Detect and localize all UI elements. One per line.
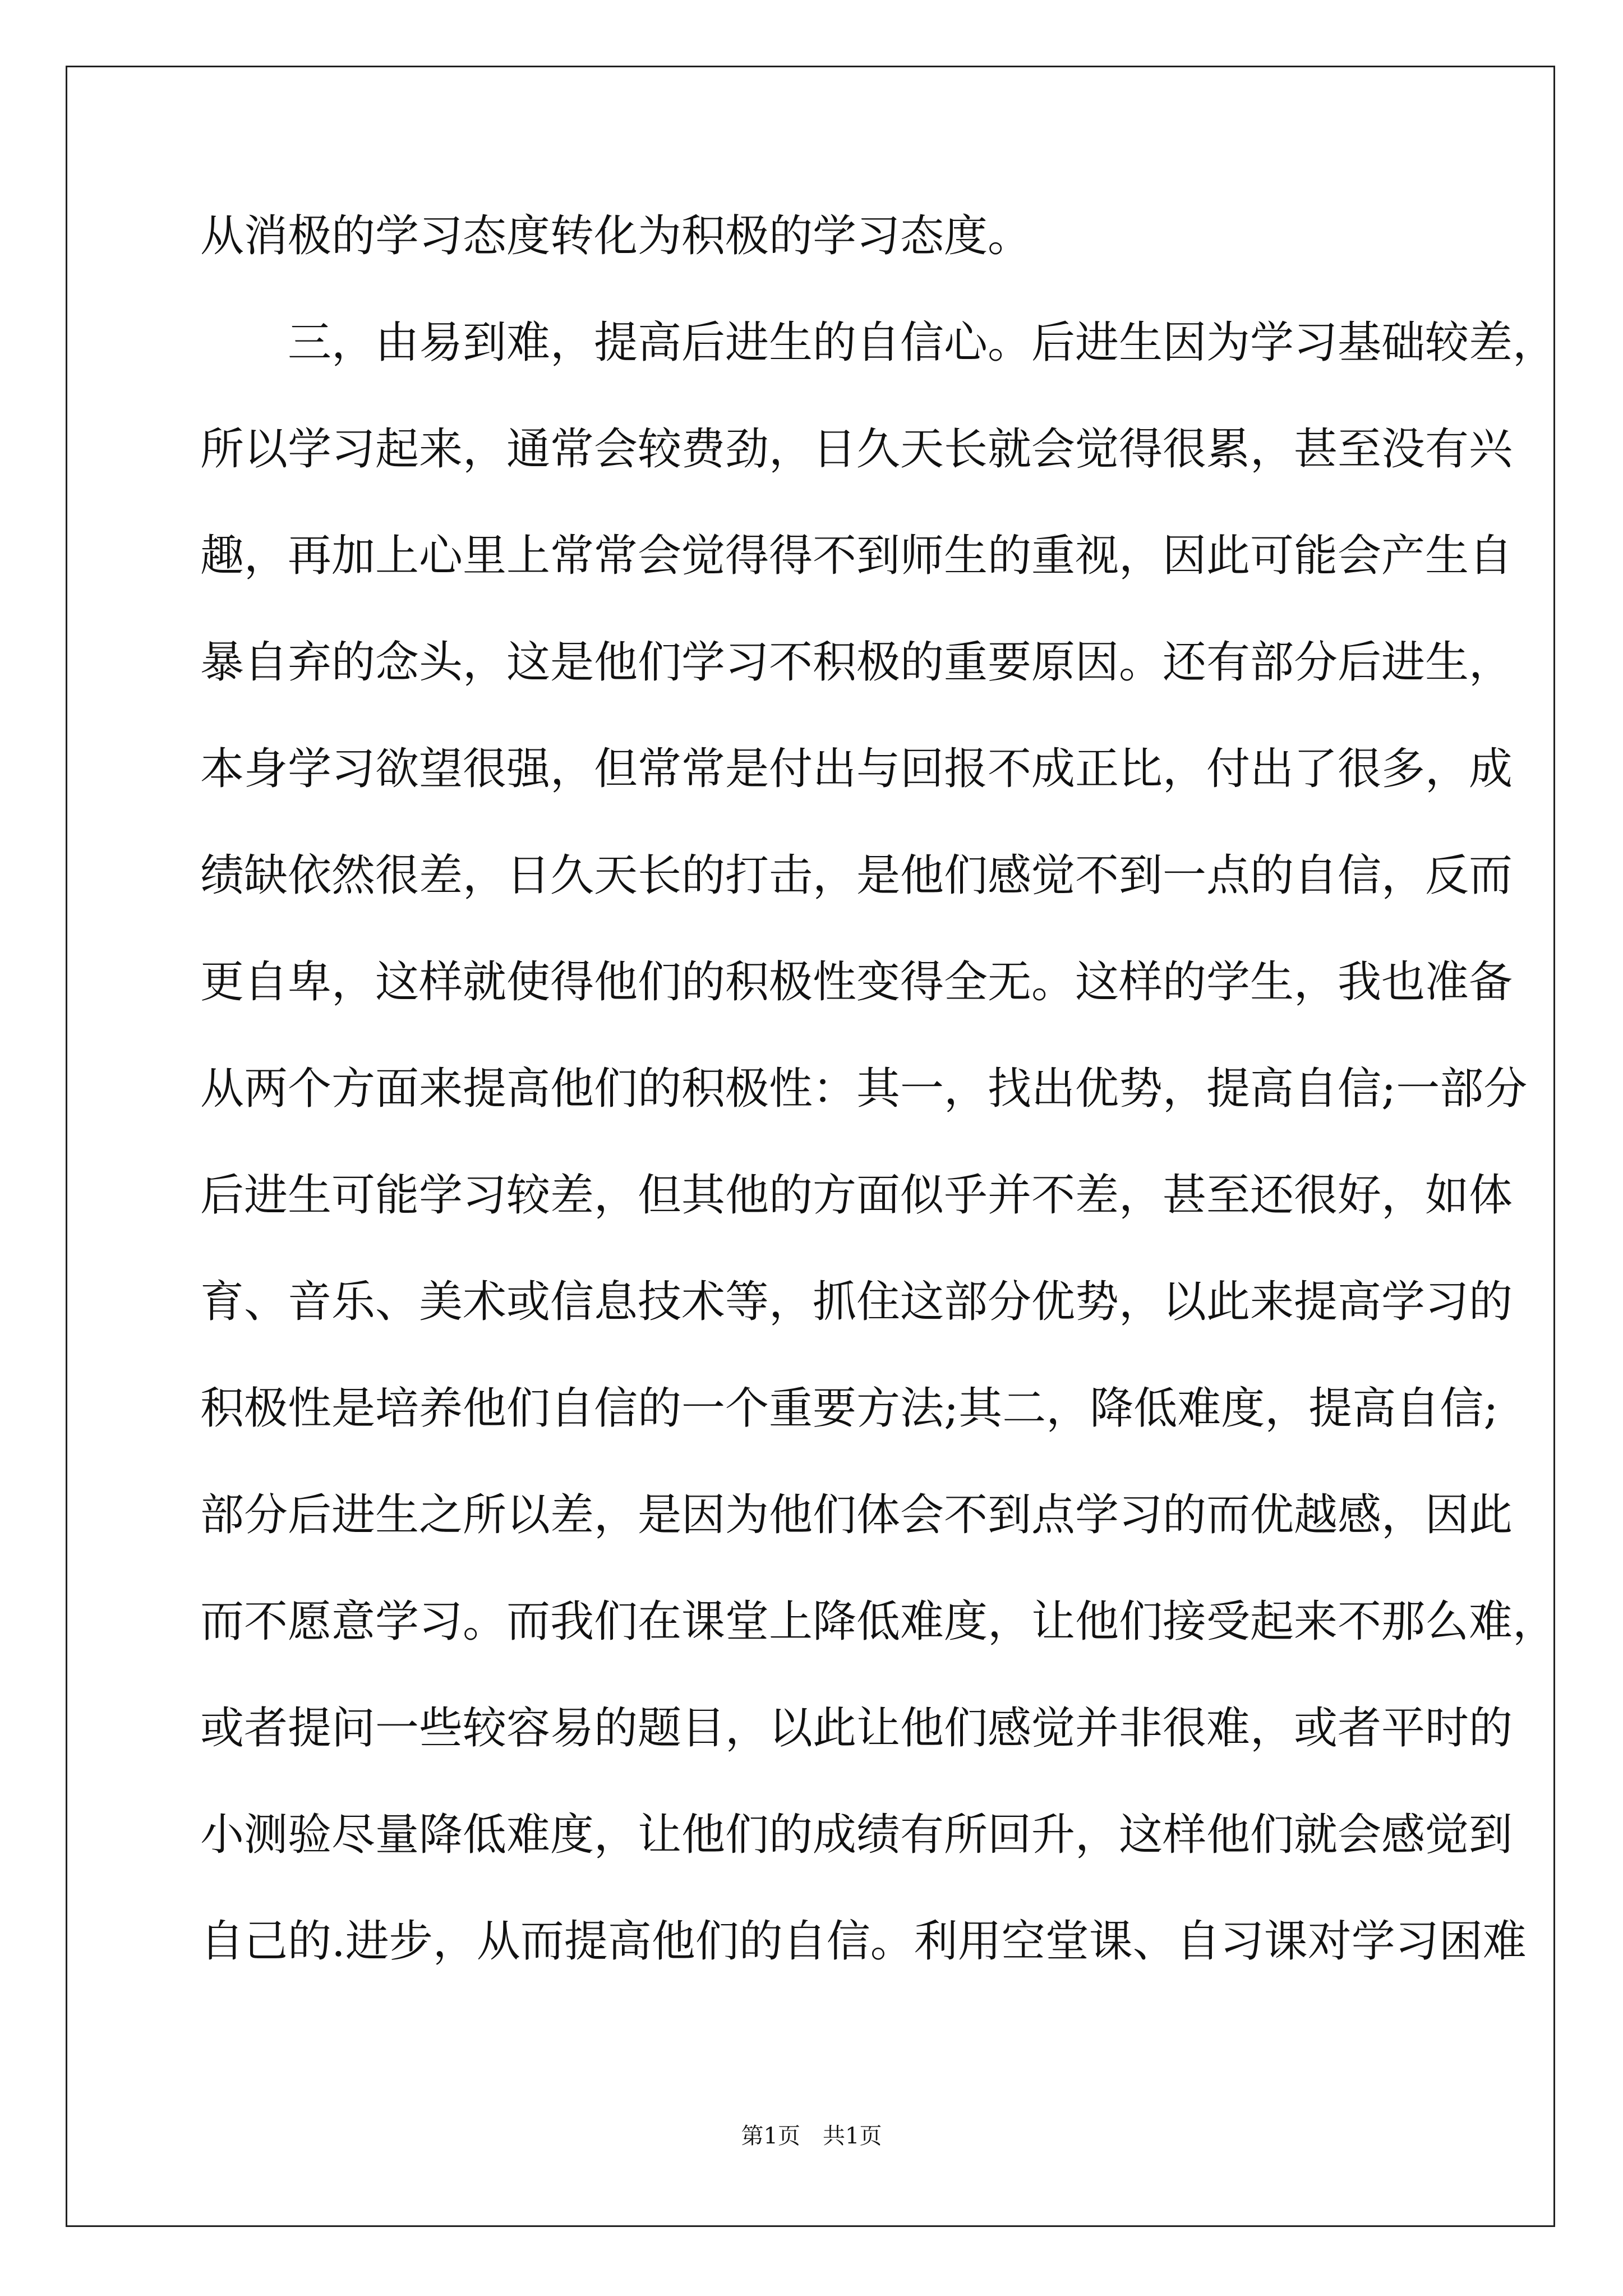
text-line: 趣，再加上心里上常常会觉得得不到师生的重视，因此可能会产生自: [200, 531, 1513, 581]
text-line: 暴自弃的念头，这是他们学习不积极的重要原因。还有部分后进生，: [200, 637, 1513, 688]
text-line: 而不愿意学习。而我们在课堂上降低难度，让他们接受起来不那么难，: [200, 1596, 1557, 1647]
text-line: 育、音乐、美术或信息技术等，抓住这部分优势，以此来提高学习的: [200, 1277, 1513, 1327]
text-line: 三，由易到难，提高后进生的自信心。后进生因为学习基础较差，: [200, 318, 1557, 368]
page-border: [66, 66, 1555, 2227]
text-line: 部分后进生之所以差，是因为他们体会不到点学习的而优越感，因此: [200, 1490, 1513, 1540]
text-line: 从消极的学习态度转化为积极的学习态度。: [200, 211, 1032, 261]
text-line: 积极性是培养他们自信的一个重要方法;其二，降低难度，提高自信;: [200, 1383, 1498, 1434]
text-line: 小测验尽量降低难度，让他们的成绩有所回升，这样他们就会感觉到: [200, 1810, 1513, 1860]
text-line: 更自卑，这样就使得他们的积极性变得全无。这样的学生，我也准备: [200, 957, 1513, 1007]
text-line: 从两个方面来提高他们的积极性：其一，找出优势，提高自信;一部分: [200, 1064, 1528, 1114]
page-footer: 第1页 共1页: [741, 2123, 882, 2149]
text-line: 绩缺依然很差，日久天长的打击，是他们感觉不到一点的自信，反而: [200, 850, 1513, 901]
text-line: 所以学习起来，通常会较费劲，日久天长就会觉得很累，甚至没有兴: [200, 424, 1513, 475]
text-line: 或者提问一些较容易的题目，以此让他们感觉并非很难，或者平时的: [200, 1703, 1513, 1754]
text-line: 本身学习欲望很强，但常常是付出与回报不成正比，付出了很多，成: [200, 744, 1513, 794]
text-line: 后进生可能学习较差，但其他的方面似乎并不差，甚至还很好，如体: [200, 1170, 1513, 1221]
text-line: 自己的.进步，从而提高他们的自信。利用空堂课、自习课对学习困难: [200, 1916, 1527, 1967]
